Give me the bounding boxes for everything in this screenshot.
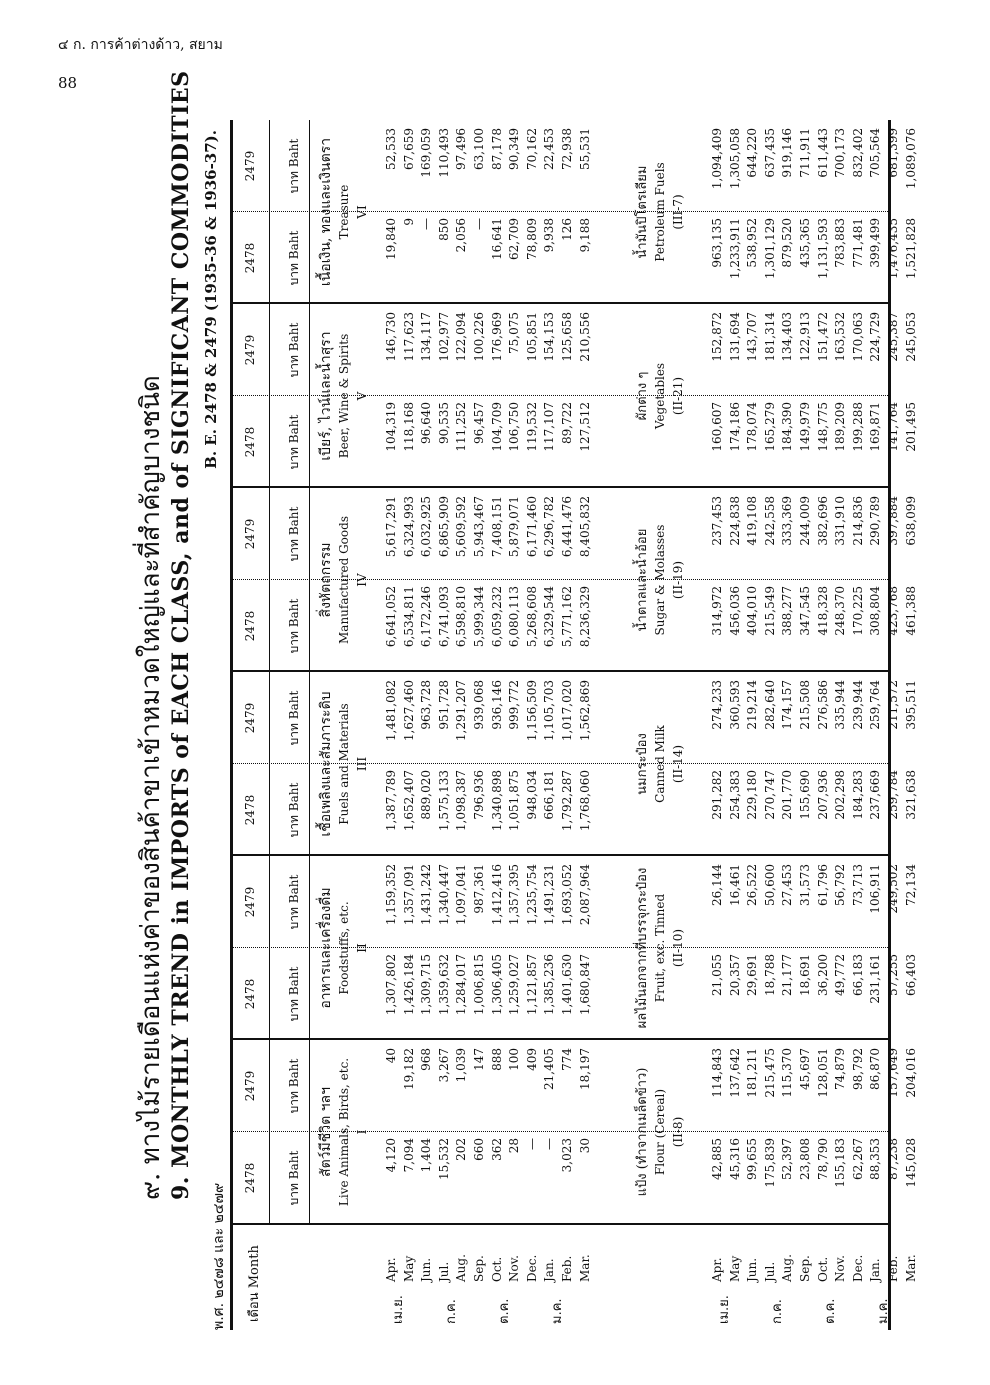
era-label: ต.ค.	[497, 1298, 512, 1324]
unit-label: บาท Baht	[287, 414, 301, 470]
commodity-name-en: Sugar & Molasses	[653, 524, 667, 636]
month-header	[243, 1245, 264, 1322]
class-number: III	[355, 756, 369, 772]
values-class-2479: 52,533 67,659 169,059 110,493 97,496 63,100 87,178 90,349 70,162 22,453 72,938 55,531	[384, 128, 592, 178]
unit-label: บาท Baht	[287, 1058, 301, 1114]
unit-label: บาท Baht	[287, 966, 301, 1022]
era-note: พ.ศ. ๒๔๗๘ และ ๒๔๗๙	[211, 1182, 227, 1330]
unit-label: บาท Baht	[287, 690, 301, 746]
values-class-2479: 1,481,082 1,627,460 963,728 951,728 1,291,207 939,068 936,146 999,772 1,156,509 1,105,703 1,017,020 1,562,869	[384, 680, 592, 742]
commodity-name-th: แป้ง (ทำจากเมล็ดข้าว)	[635, 1067, 650, 1197]
commodity-name-en: Vegetables	[653, 362, 667, 430]
year-2478: 2478	[243, 426, 257, 458]
year-divider	[233, 763, 888, 764]
class-name-en: Treasure	[337, 184, 351, 240]
values-class-2478: 19,840 9 — 850 2,056 — 16,641 62,709 78,809 9,938 126 9,188	[384, 218, 592, 260]
year-2478: 2478	[243, 794, 257, 826]
commodity-name-th: น้ำมันปิโตรเลียม	[635, 165, 650, 259]
commodity-name-en: Canned Milk	[653, 725, 667, 803]
values-class-2479: 5,617,291 6,324,993 6,032,925 6,865,909 5,609,592 5,943,467 7,408,151 5,879,071 6,171,460 6,296,782 6,441,476 8,405,832	[384, 496, 592, 558]
values-commodity-2478: 42,885 45,316 99,655 175,839 52,397 23,808 78,790 155,183 62,267 88,353 87,238 145,028	[710, 1138, 918, 1188]
unit-label: บาท Baht	[287, 598, 301, 654]
era-label: เม.ย.	[391, 1295, 406, 1324]
commodity-code: (II-14)	[671, 744, 685, 784]
title-thai: ๙. ทางไม้รายเดือนแห่งค่าของสินค้าขาเข้าหมวดใหญ่และที่สำคัญบางชนิด	[136, 375, 166, 1200]
unit-label: บาท Baht	[287, 322, 301, 378]
commodity-code: (III-7)	[671, 194, 685, 230]
year-2479: 2479	[243, 1070, 257, 1102]
commodity-name-th: น้ำตาลและน้ำอ้อย	[635, 528, 650, 632]
column-divider	[233, 1223, 888, 1225]
page-number: 88	[58, 74, 78, 92]
class-column	[233, 304, 918, 488]
year-2479: 2479	[243, 886, 257, 918]
class-name-th: เชื้อเพลิงและสัมภาระดิบ	[318, 691, 334, 837]
values-class-2478: 1,307,802 1,426,184 1,309,715 1,359,632 1,284,017 1,006,815 1,306,405 1,259,027 1,121,857 1,385,236 1,401,630 1,680,847	[384, 954, 592, 1016]
year-2479: 2479	[243, 150, 257, 182]
class-divider	[233, 1038, 888, 1040]
year-row-divider	[269, 120, 270, 1225]
commodity-code: (II-21)	[671, 376, 685, 416]
year-2478: 2478	[243, 610, 257, 642]
year-divider	[233, 395, 888, 396]
class-divider	[233, 302, 888, 304]
values-commodity-2479: 237,453 224,838 419,108 242,558 333,369 244,009 382,696 331,910 214,836 290,789 397,884 638,099	[710, 496, 918, 546]
class-name-th: สิ่งหัตถกรรม	[318, 542, 334, 618]
commodity-code: (II-19)	[671, 560, 685, 600]
unit-label: บาท Baht	[287, 230, 301, 286]
table-sheet	[130, 70, 918, 1330]
class-name-th: เบียร์, ไวน์และน้ำสุรา	[318, 331, 334, 461]
commodity-code: (II-10)	[671, 928, 685, 968]
values-commodity-2478: 314,972 456,036 404,010 215,549 388,277 347,545 418,328 248,370 170,225 308,804 423,768 461,388	[710, 586, 918, 636]
class-column	[233, 856, 918, 1040]
class-name-en: Beer, Wine & Spirits	[337, 333, 351, 459]
values-commodity-2479: 152,872 131,694 143,707 181,314 134,403 122,913 151,472 163,532 170,063 224,729 245,387 245,053	[710, 312, 918, 362]
commodity-name-en: Fruit, exc. Tinned	[653, 893, 667, 1003]
values-commodity-2478: 963,135 1,233,911 538,952 1,301,129 879,520 435,365 1,131,593 783,883 771,481 399,499 1,476,435 1,521,828	[710, 218, 918, 280]
values-commodity-2479: 114,843 137,642 181,211 215,475 115,370 45,697 128,051 74,879 98,792 86,870 157,649 204,016	[710, 1048, 918, 1098]
values-class-2479: 146,730 117,623 134,117 102,977 122,094 100,226 176,969 75,075 105,851 154,153 125,658 210,556	[384, 312, 592, 362]
commodity-name-en: Petroleum Fuels	[653, 162, 667, 262]
unit-label: บาท Baht	[287, 506, 301, 562]
class-column	[233, 672, 918, 856]
title-subtitle: B. E. 2478 & 2479 (1935-36 & 1936-37).	[202, 130, 220, 469]
year-divider	[233, 947, 888, 948]
unit-label: บาท Baht	[287, 874, 301, 930]
era-label: เม.ย.	[717, 1295, 732, 1324]
year-2478: 2478	[243, 1162, 257, 1194]
class-number: I	[355, 1129, 369, 1135]
era-label: ต.ค.	[823, 1298, 838, 1324]
year-divider	[233, 579, 888, 580]
era-label: ม.ค.	[550, 1298, 565, 1324]
values-class-2478: 4,120 7,094 1,404 15,532 202 660 362 28 — — 3,023 30	[384, 1138, 592, 1180]
class-column	[233, 488, 918, 672]
values-class-2478: 1,387,789 1,652,407 889,020 1,575,133 1,098,387 796,936 1,340,898 1,051,875 948,034 666,181 1,792,287 1,768,060	[384, 770, 592, 832]
era-label: ก.ค.	[770, 1299, 785, 1324]
era-label: ม.ค.	[876, 1298, 891, 1324]
month-list-bottom: Apr. May Jun. Jul. Aug. Sep. Oct. Nov. Dec. Jan. Feb. Mar.	[710, 1254, 918, 1282]
class-number: VI	[355, 205, 369, 219]
year-2479: 2479	[243, 702, 257, 734]
values-commodity-2479: 274,233 360,593 219,214 282,640 174,157 215,508 276,586 335,944 239,944 259,764 211,572 395,511	[710, 680, 918, 730]
month-header-th: เดือน	[247, 1292, 262, 1322]
month-column	[233, 1225, 918, 1330]
era-label: ก.ค.	[444, 1299, 459, 1324]
unit-row-divider	[309, 120, 310, 1225]
class-divider	[233, 854, 888, 856]
imports-table	[230, 120, 918, 1330]
commodity-name-th: ผักต่าง ๆ	[635, 371, 650, 421]
unit-label: บาท Baht	[287, 782, 301, 838]
class-column	[233, 120, 918, 304]
values-commodity-2478: 291,282 254,383 229,180 270,747 201,770 155,690 207,936 202,298 184,283 237,669 259,784 321,638	[710, 770, 918, 820]
class-name-th: สัตว์มีชีวิต ฯลฯ	[318, 1087, 334, 1177]
values-commodity-2479: 26,144 16,461 26,522 50,600 27,453 31,573 61,796 56,792 73,713 106,911 249,502 72,134	[710, 864, 918, 914]
month-list-top: Apr. May Jun. Jul. Aug. Sep. Oct. Nov. Dec. Jan. Feb. Mar.	[384, 1254, 592, 1282]
values-class-2478: 6,641,052 6,534,811 6,172,246 6,741,093 6,598,810 5,999,344 6,059,232 6,080,113 5,268,608 6,329,544 5,771,162 8,236,329	[384, 586, 592, 648]
year-2479: 2479	[243, 334, 257, 366]
class-number: IV	[355, 573, 369, 587]
values-class-2479: 1,159,352 1,357,091 1,431,242 1,340,447 1,097,041 987,361 1,412,416 1,357,395 1,235,754 1,491,231 1,693,052 2,087,964	[384, 864, 592, 926]
year-divider	[233, 211, 888, 212]
unit-label: บาท Baht	[287, 138, 301, 194]
commodity-name-en: Flour (Cereal)	[653, 1088, 667, 1176]
class-name-th: อาหารและเครื่องดื่ม	[318, 887, 334, 1009]
month-header-en: Month	[247, 1245, 262, 1289]
commodity-name-th: ผลไม้นอกจากที่บรรจุกระป๋อง	[635, 867, 650, 1029]
class-divider	[233, 486, 888, 488]
class-divider	[233, 670, 888, 672]
values-class-2478: 104,319 118,168 96,640 90,535 111,252 96,457 104,709 106,750 119,532 117,107 89,722 127,512	[384, 402, 592, 452]
class-name-en: Fuels and Materials	[337, 703, 351, 825]
class-name-en: Live Animals, Birds, etc.	[337, 1057, 351, 1207]
section-header: ๔ ก. การค้าต่างด้าว, สยาม	[58, 37, 223, 53]
year-2478: 2478	[243, 978, 257, 1010]
commodity-name-th: นมกระป๋อง	[635, 733, 650, 795]
values-commodity-2478: 160,607 174,186 178,074 165,279 184,390 149,979 148,775 189,209 199,288 169,871 141,764 201,495	[710, 402, 918, 452]
class-column	[233, 1040, 918, 1224]
year-2479: 2479	[243, 518, 257, 550]
values-class-2479: 40 19,182 968 3,267 1,039 147 888 100 409 21,405 774 18,197	[384, 1048, 592, 1090]
unit-label: บาท Baht	[287, 1150, 301, 1206]
commodity-code: (II-8)	[671, 1116, 685, 1148]
year-divider	[233, 1131, 888, 1132]
class-number: II	[355, 943, 369, 953]
values-commodity-2479: 1,094,409 1,305,058 644,220 637,435 919,146 711,911 611,443 700,173 832,402 705,564 681,399 1,089,076	[710, 128, 918, 190]
class-name-en: Manufactured Goods	[337, 516, 351, 644]
class-number: V	[355, 391, 369, 401]
title-english: 9. MONTHLY TREND in IMPORTS of EACH CLASS, and of SIGNIFICANT COMMODITIES	[168, 70, 194, 1200]
class-name-th: เนื้อเงิน, ทองและเงินตรา	[318, 137, 334, 287]
year-2478: 2478	[243, 242, 257, 274]
values-commodity-2478: 21,055 20,357 29,691 18,788 21,177 18,691 36,200 49,772 66,183 231,161 57,255 66,403	[710, 954, 918, 1004]
class-name-en: Foodstuffs, etc.	[337, 901, 351, 995]
